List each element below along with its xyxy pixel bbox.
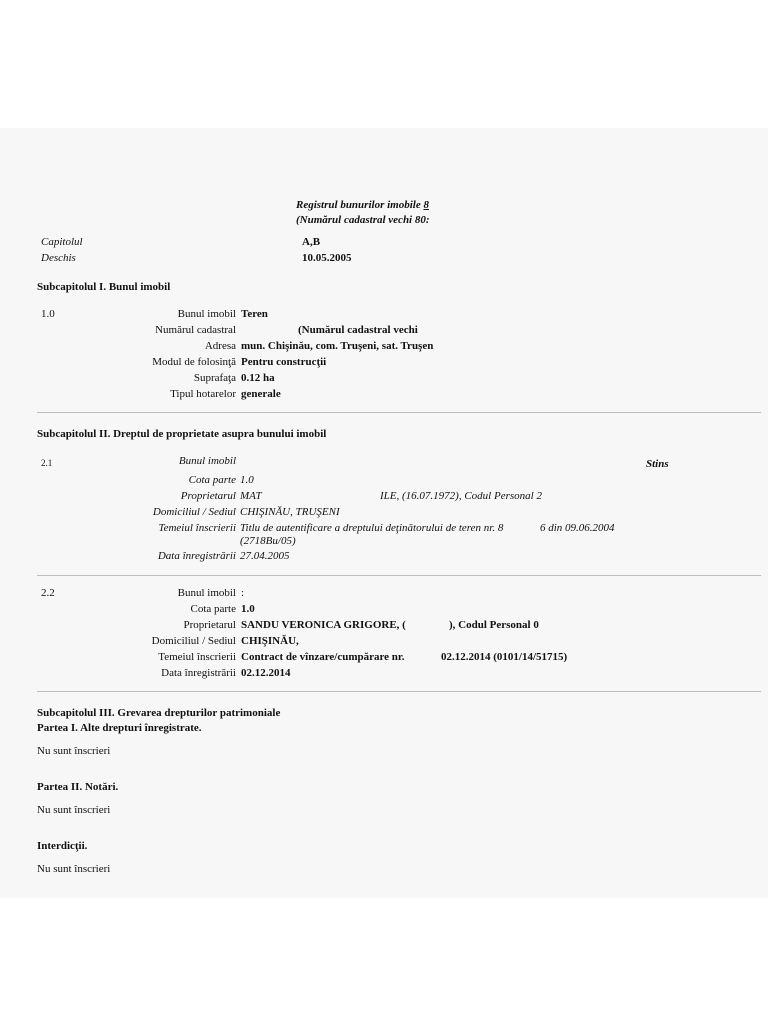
field-value-extra: ILE, (16.07.1972), Codul Personal 2 [380,490,542,502]
register-subtitle: (Numărul cadastral vechi 80: [296,214,430,226]
field-value: Contract de vînzare/cumpărare nr. [241,651,405,663]
part-3-heading: Interdicţii. [37,840,88,852]
field-value: 02.12.2014 [241,667,291,679]
field-value: 27.04.2005 [240,550,290,562]
register-title: Registrul bunurilor imobile 8 [296,199,429,211]
field-label: Domiciliul / Sediul [152,506,236,518]
field-value: mun. Chişinău, com. Truşeni, sat. Truşen [241,340,434,352]
status-badge: Stins [646,458,669,470]
field-value: 1.0 [240,474,254,486]
field-value-extra: ), Codul Personal 0 [449,619,539,631]
field-label: Proprietarul [180,490,236,502]
section-1-heading: Subcapitolul I. Bunul imobil [37,281,171,293]
field-value: Titlu de autentificare a dreptului deţinătorului de teren nr. 8 [240,522,504,534]
field-label: Adresa [204,340,236,352]
field-value: CHIŞINĂU, [241,635,299,647]
section-2-heading: Subcapitolul II. Dreptul de proprietate asupra bunului imobil [37,428,327,440]
field-label: Data înregistrării [161,667,236,679]
field-value-continued: (2718Bu/05) [240,535,296,547]
field-label: Bunul imobil [178,455,236,467]
part-1-text: Nu sunt înscrieri [37,745,111,757]
chapter-value: A,B [302,236,321,248]
field-value: SANDU VERONICA GRIGORE, ( [241,619,406,631]
field-value: Teren [241,308,268,320]
divider [37,412,761,413]
field-value: 1.0 [241,603,255,615]
field-value: generale [241,388,281,400]
part-3-text: Nu sunt înscrieri [37,863,111,875]
field-label: Proprietarul [183,619,236,631]
field-label: Cota parte [188,474,236,486]
field-value-extra: 02.12.2014 (0101/14/51715) [441,651,568,663]
part-2-heading: Partea II. Notări. [37,781,119,793]
field-label: Numărul cadastral [155,324,236,336]
opened-value: 10.05.2005 [302,252,352,264]
field-value: CHIŞINĂU, TRUŞENI [240,506,340,518]
entry-2-1-index: 2.1 [41,458,53,468]
part-1-heading: Partea I. Alte drepturi înregistrate. [37,722,202,734]
field-label: Data înregistrării [157,550,236,562]
section-1-index: 1.0 [41,308,55,320]
entry-2-2-index: 2.2 [41,587,55,599]
field-value: : [241,587,245,599]
chapter-label: Capitolul [41,236,83,248]
field-label: Tipul hotarelor [170,388,236,400]
field-label: Bunul imobil [177,587,236,599]
field-label: Temeiul înscrierii [158,651,236,663]
divider [37,575,761,576]
field-label: Temeiul înscrierii [158,522,236,534]
field-value: MAT [240,490,262,502]
field-value: (Numărul cadastral vechi [298,324,418,336]
divider [37,691,761,692]
field-label: Domiciliul / Sediul [151,635,236,647]
opened-label: Deschis [41,252,76,264]
field-label: Cota parte [190,603,236,615]
field-value-extra: 6 din 09.06.2004 [540,522,615,534]
field-label: Bunul imobil [177,308,236,320]
field-label: Suprafaţa [193,372,236,384]
field-value: Pentru construcţii [241,356,327,368]
section-3-heading: Subcapitolul III. Grevarea drepturilor patrimoniale [37,707,281,719]
field-label: Modul de folosinţă [152,356,236,368]
part-2-text: Nu sunt înscrieri [37,804,111,816]
field-value: 0.12 ha [241,372,275,384]
